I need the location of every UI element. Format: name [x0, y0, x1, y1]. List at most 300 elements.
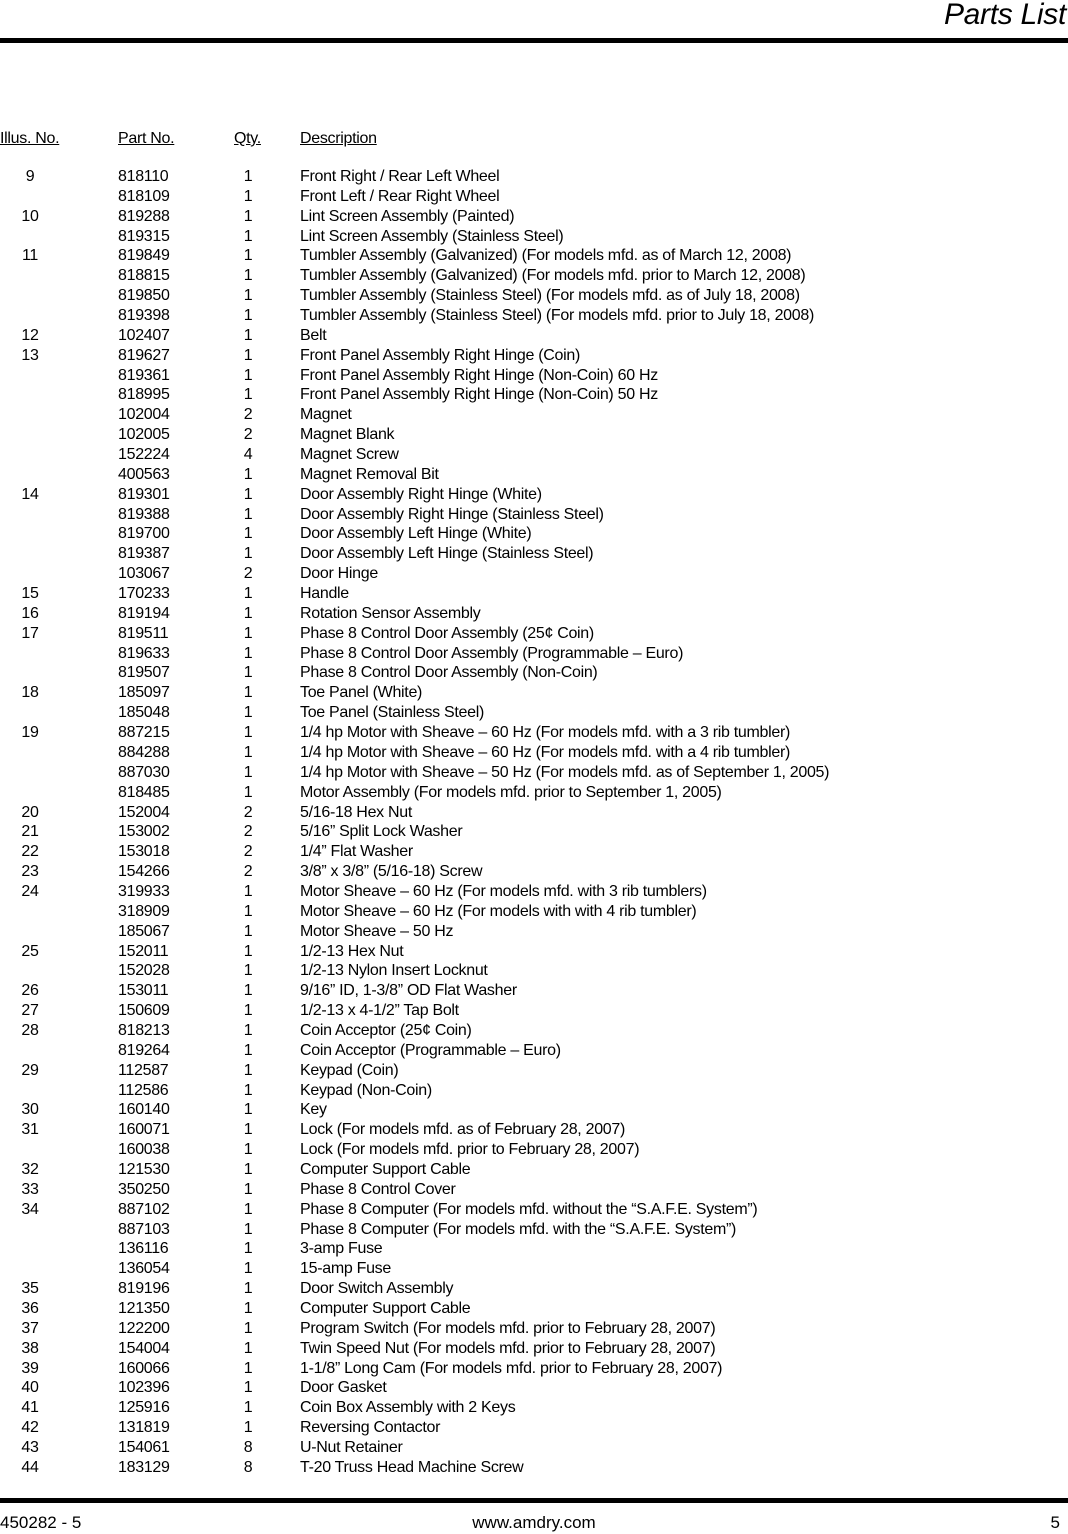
parts-row: [0, 385, 1068, 405]
quantity: 1: [243, 1041, 253, 1059]
quantity: 1: [243, 783, 253, 801]
illus-number: 33: [21, 1180, 39, 1198]
quantity: 1: [243, 1399, 253, 1417]
quantity: 8: [243, 1439, 253, 1456]
website-url: www.amdry.com: [472, 1513, 596, 1532]
parts-row: [0, 1398, 1068, 1418]
illus-number: 13: [21, 346, 39, 364]
quantity: 1: [243, 1160, 253, 1178]
quantity: 1: [243, 922, 253, 940]
part-number: 819633: [118, 644, 170, 662]
parts-row: [0, 564, 1068, 584]
description: Motor Sheave – 50 Hz: [300, 922, 454, 940]
description: Magnet Screw: [300, 446, 399, 464]
part-number: 819387: [118, 545, 170, 563]
part-number: 819511: [118, 624, 169, 642]
quantity: 1: [243, 1061, 253, 1079]
part-number: 152028: [118, 962, 170, 980]
description: Magnet: [300, 406, 352, 424]
parts-row: [0, 207, 1068, 227]
parts-row: [0, 187, 1068, 207]
part-number: 160038: [118, 1141, 170, 1159]
description: Door Hinge: [300, 565, 378, 583]
parts-row: [0, 584, 1068, 604]
description: 9/16” ID, 1-3/8” OD Flat Washer: [300, 982, 517, 1000]
part-number: 103067: [118, 565, 170, 583]
description: 1/4” Flat Washer: [300, 843, 413, 861]
illus-number: 19: [21, 724, 39, 742]
quantity: 1: [243, 942, 253, 960]
description: 1/4 hp Motor with Sheave – 50 Hz (For models mfd. as of September 1, 2005): [300, 763, 830, 781]
part-number: 819196: [118, 1280, 170, 1298]
part-number: 150609: [118, 1002, 170, 1020]
quantity: 1: [243, 763, 253, 781]
quantity: 1: [243, 1240, 253, 1258]
description: Magnet Blank: [300, 426, 395, 444]
parts-row: [0, 961, 1068, 981]
quantity: 1: [243, 664, 253, 682]
description: Front Left / Rear Right Wheel: [300, 187, 500, 205]
description: Lint Screen Assembly (Stainless Steel): [300, 227, 564, 245]
part-number: 818110: [118, 168, 169, 185]
parts-row: [0, 1378, 1068, 1398]
parts-row: [0, 1041, 1068, 1061]
quantity: 1: [243, 1101, 253, 1119]
part-number: 819849: [118, 247, 170, 265]
parts-row: [0, 465, 1068, 485]
illus-number: 16: [21, 604, 39, 622]
description: Handle: [300, 585, 349, 603]
quantity: 1: [243, 1141, 253, 1159]
description: Magnet Removal Bit: [300, 465, 439, 483]
quantity: 1: [243, 366, 253, 384]
quantity: 1: [243, 267, 253, 285]
illus-number: 37: [21, 1319, 39, 1337]
part-number: 153018: [118, 843, 170, 861]
parts-row: [0, 743, 1068, 763]
description: 1/2-13 Hex Nut: [300, 942, 404, 960]
description: Phase 8 Control Door Assembly (Non-Coin): [300, 664, 598, 682]
quantity: 1: [243, 1002, 253, 1020]
part-number: 121530: [118, 1160, 170, 1178]
quantity: 1: [243, 684, 253, 702]
part-number: 819361: [118, 366, 170, 384]
parts-row: [0, 306, 1068, 326]
parts-row: [0, 1021, 1068, 1041]
description: Coin Box Assembly with 2 Keys: [300, 1399, 516, 1417]
quantity: 1: [243, 1359, 253, 1377]
document-number: 450282 - 5: [0, 1513, 82, 1532]
quantity: 2: [243, 823, 253, 841]
part-number: 125916: [118, 1399, 170, 1417]
illus-number: 22: [21, 843, 39, 861]
description: Phase 8 Control Cover: [300, 1180, 456, 1198]
quantity: 1: [243, 465, 253, 483]
parts-row: [0, 981, 1068, 1001]
quantity: 2: [243, 863, 253, 881]
quantity: 1: [243, 326, 253, 344]
illus-number: 43: [21, 1439, 39, 1456]
quantity: 8: [243, 1458, 253, 1476]
illus-number: 18: [21, 684, 39, 702]
parts-row: [0, 485, 1068, 505]
part-number: 887102: [118, 1200, 170, 1218]
quantity: 1: [243, 307, 253, 325]
parts-row: [0, 246, 1068, 266]
parts-row: [0, 524, 1068, 544]
parts-row: [0, 425, 1068, 445]
description: Key: [300, 1101, 327, 1119]
parts-row: [0, 445, 1068, 465]
part-number: 819288: [118, 207, 170, 225]
quantity: 1: [243, 982, 253, 1000]
parts-row: [0, 366, 1068, 386]
part-number: 170233: [118, 585, 170, 603]
description: Computer Support Cable: [300, 1160, 471, 1178]
description: Motor Sheave – 60 Hz (For models mfd. with 3 rib tumblers): [300, 882, 707, 900]
quantity: 1: [243, 505, 253, 523]
description: Toe Panel (White): [300, 684, 423, 702]
quantity: 1: [243, 1021, 253, 1039]
quantity: 1: [243, 1260, 253, 1278]
description: Tumbler Assembly (Stainless Steel) (For models mfd. as of July 18, 2008): [300, 287, 800, 305]
illus-number: 14: [21, 485, 39, 503]
part-number: 121350: [118, 1299, 170, 1317]
parts-row: [0, 862, 1068, 882]
part-number: 318909: [118, 902, 170, 920]
parts-row: [0, 1239, 1068, 1259]
illus-number: 35: [21, 1280, 39, 1298]
parts-row: [0, 822, 1068, 842]
column-header-description: Description: [300, 130, 377, 147]
part-number: 819850: [118, 287, 170, 305]
description: Computer Support Cable: [300, 1299, 471, 1317]
description: 1/2-13 x 4-1/2” Tap Bolt: [300, 1002, 459, 1020]
part-number: 185067: [118, 922, 170, 940]
description: Belt: [300, 326, 327, 344]
illus-number: 41: [21, 1399, 39, 1417]
parts-row: [0, 683, 1068, 703]
quantity: 1: [243, 962, 253, 980]
column-header-qty: Qty.: [234, 130, 261, 147]
description: Twin Speed Nut (For models mfd. prior to February 28, 2007): [300, 1339, 716, 1357]
parts-row: [0, 1061, 1068, 1081]
parts-row: [0, 544, 1068, 564]
description: Phase 8 Computer (For models mfd. with the “S.A.F.E. System”): [300, 1220, 737, 1238]
illus-number: 38: [21, 1339, 39, 1357]
parts-row: [0, 1319, 1068, 1339]
parts-row: [0, 1359, 1068, 1379]
quantity: 1: [243, 247, 253, 265]
description: Door Assembly Left Hinge (White): [300, 525, 532, 543]
description: Lock (For models mfd. prior to February 28, 2007): [300, 1141, 640, 1159]
part-number: 818109: [118, 187, 170, 205]
quantity: 1: [243, 168, 253, 185]
part-number: 160140: [118, 1101, 170, 1119]
quantity: 1: [243, 585, 253, 603]
part-number: 819627: [118, 346, 170, 364]
part-number: 152004: [118, 803, 170, 821]
quantity: 1: [243, 1280, 253, 1298]
description: 1/2-13 Nylon Insert Locknut: [300, 962, 488, 980]
parts-row: [0, 1100, 1068, 1120]
illus-number: 24: [21, 882, 39, 900]
quantity: 1: [243, 1419, 253, 1437]
part-number: 819388: [118, 505, 170, 523]
parts-row: [0, 1001, 1068, 1021]
illus-number: 39: [21, 1359, 39, 1377]
column-header-illus-no: Illus. No.: [0, 130, 60, 147]
part-number: 819264: [118, 1041, 170, 1059]
illus-number: 10: [21, 207, 39, 225]
description: Motor Assembly (For models mfd. prior to September 1, 2005): [300, 783, 722, 801]
parts-row: [0, 1299, 1068, 1319]
description: Rotation Sensor Assembly: [300, 604, 481, 622]
parts-row: [0, 644, 1068, 664]
description: Front Panel Assembly Right Hinge (Coin): [300, 346, 580, 364]
part-number: 183129: [118, 1458, 170, 1476]
part-number: 818213: [118, 1021, 170, 1039]
parts-row: [0, 1279, 1068, 1299]
parts-row: [0, 1339, 1068, 1359]
quantity: 1: [243, 1319, 253, 1337]
illus-number: 15: [21, 585, 39, 603]
quantity: 1: [243, 743, 253, 761]
description: Door Gasket: [300, 1379, 387, 1397]
parts-row: [0, 624, 1068, 644]
parts-row: [0, 1160, 1068, 1180]
part-number: 136116: [118, 1240, 169, 1258]
description: 3/8” x 3/8” (5/16-18) Screw: [300, 863, 483, 881]
quantity: 1: [243, 644, 253, 662]
parts-row: [0, 1458, 1068, 1478]
description: Door Switch Assembly: [300, 1280, 454, 1298]
parts-row: [0, 922, 1068, 942]
description: Program Switch (For models mfd. prior to February 28, 2007): [300, 1319, 716, 1337]
part-number: 185048: [118, 704, 170, 722]
description: Keypad (Coin): [300, 1061, 399, 1079]
description: Lock (For models mfd. as of February 28, 2007): [300, 1121, 626, 1139]
part-number: 319933: [118, 882, 170, 900]
part-number: 185097: [118, 684, 170, 702]
illus-number: 25: [21, 942, 39, 960]
parts-row: [0, 842, 1068, 862]
quantity: 1: [243, 1299, 253, 1317]
quantity: 1: [243, 1379, 253, 1397]
parts-row: [0, 1140, 1068, 1160]
description: Front Panel Assembly Right Hinge (Non-Coin) 60 Hz: [300, 366, 658, 384]
quantity: 2: [243, 426, 253, 444]
description: Tumbler Assembly (Galvanized) (For models mfd. as of March 12, 2008): [300, 247, 792, 265]
parts-row: [0, 346, 1068, 366]
part-number: 102004: [118, 406, 170, 424]
part-number: 154061: [118, 1439, 170, 1456]
parts-row: [0, 505, 1068, 525]
illus-number: 42: [21, 1419, 39, 1437]
part-number: 102005: [118, 426, 170, 444]
parts-row: [0, 1200, 1068, 1220]
quantity: 2: [243, 406, 253, 424]
parts-row: [0, 803, 1068, 823]
quantity: 1: [243, 1220, 253, 1238]
part-number: 818815: [118, 267, 170, 285]
description: 1-1/8” Long Cam (For models mfd. prior to February 28, 2007): [300, 1359, 723, 1377]
illus-number: 28: [21, 1021, 39, 1039]
illus-number: 31: [21, 1121, 39, 1139]
description: 3-amp Fuse: [300, 1240, 383, 1258]
parts-row: [0, 882, 1068, 902]
part-number: 102407: [118, 326, 170, 344]
illus-number: 11: [21, 247, 38, 265]
parts-row: [0, 783, 1068, 803]
description: Coin Acceptor (25¢ Coin): [300, 1021, 472, 1039]
parts-row: [0, 663, 1068, 683]
description: Keypad (Non-Coin): [300, 1081, 432, 1099]
part-number: 819301: [118, 485, 170, 503]
description: Tumbler Assembly (Galvanized) (For models mfd. prior to March 12, 2008): [300, 267, 806, 285]
page-number: 5: [1050, 1513, 1060, 1532]
description: 1/4 hp Motor with Sheave – 60 Hz (For models mfd. with a 3 rib tumbler): [300, 724, 791, 742]
quantity: 2: [243, 803, 253, 821]
part-number: 154004: [118, 1339, 170, 1357]
column-header-part-no: Part No.: [118, 130, 175, 147]
quantity: 1: [243, 207, 253, 225]
parts-row: [0, 266, 1068, 286]
part-number: 887215: [118, 724, 170, 742]
quantity: 1: [243, 1081, 253, 1099]
parts-row: [0, 942, 1068, 962]
description: T-20 Truss Head Machine Screw: [300, 1458, 524, 1476]
quantity: 1: [243, 1339, 253, 1357]
part-number: 818485: [118, 783, 170, 801]
part-number: 153002: [118, 823, 170, 841]
parts-row: [0, 167, 1068, 187]
quantity: 1: [243, 187, 253, 205]
quantity: 1: [243, 1200, 253, 1218]
illus-number: 21: [21, 823, 39, 841]
parts-row: [0, 286, 1068, 306]
description: Front Right / Rear Left Wheel: [300, 168, 500, 185]
illus-number: 23: [21, 863, 39, 881]
description: Coin Acceptor (Programmable – Euro): [300, 1041, 561, 1059]
description: Phase 8 Control Door Assembly (Programmable – Euro): [300, 644, 684, 662]
description: Phase 8 Computer (For models mfd. without the “S.A.F.E. System”): [300, 1200, 758, 1218]
part-number: 819315: [118, 227, 170, 245]
part-number: 819700: [118, 525, 170, 543]
part-number: 112586: [118, 1081, 169, 1099]
part-number: 884288: [118, 743, 170, 761]
description: Reversing Contactor: [300, 1419, 441, 1437]
quantity: 4: [243, 446, 253, 464]
part-number: 819507: [118, 664, 170, 682]
quantity: 1: [243, 902, 253, 920]
description: Toe Panel (Stainless Steel): [300, 704, 485, 722]
illus-number: 44: [21, 1458, 39, 1476]
bottom-divider: [0, 1498, 1068, 1503]
quantity: 1: [243, 346, 253, 364]
quantity: 1: [243, 525, 253, 543]
part-number: 152224: [118, 446, 170, 464]
part-number: 122200: [118, 1319, 170, 1337]
parts-list: [0, 167, 1068, 1478]
part-number: 350250: [118, 1180, 170, 1198]
parts-row: [0, 1259, 1068, 1279]
quantity: 1: [243, 386, 253, 404]
quantity: 1: [243, 724, 253, 742]
description: 15-amp Fuse: [300, 1260, 391, 1278]
description: Motor Sheave – 60 Hz (For models with with 4 rib tumbler): [300, 902, 697, 920]
parts-row: [0, 604, 1068, 624]
parts-row: [0, 405, 1068, 425]
quantity: 1: [243, 287, 253, 305]
description: 5/16-18 Hex Nut: [300, 803, 413, 821]
description: 5/16” Split Lock Washer: [300, 823, 463, 841]
page-title: Parts List: [943, 0, 1066, 31]
illus-number: 12: [21, 326, 39, 344]
description: Door Assembly Right Hinge (White): [300, 485, 542, 503]
part-number: 136054: [118, 1260, 170, 1278]
description: Lint Screen Assembly (Painted): [300, 207, 515, 225]
illus-number: 40: [21, 1379, 39, 1397]
description: Phase 8 Control Door Assembly (25¢ Coin): [300, 624, 594, 642]
part-number: 152011: [118, 942, 169, 960]
quantity: 1: [243, 1121, 253, 1139]
part-number: 153011: [118, 982, 169, 1000]
quantity: 1: [243, 882, 253, 900]
part-number: 400563: [118, 465, 170, 483]
parts-row: [0, 1081, 1068, 1101]
part-number: 160066: [118, 1359, 170, 1377]
quantity: 1: [243, 624, 253, 642]
description: Front Panel Assembly Right Hinge (Non-Coin) 50 Hz: [300, 386, 658, 404]
description: 1/4 hp Motor with Sheave – 60 Hz (For models mfd. with a 4 rib tumbler): [300, 743, 791, 761]
illus-number: 20: [21, 803, 39, 821]
part-number: 887103: [118, 1220, 170, 1238]
quantity: 1: [243, 704, 253, 722]
parts-row: [0, 1418, 1068, 1438]
parts-row: [0, 703, 1068, 723]
quantity: 1: [243, 227, 253, 245]
parts-row: [0, 326, 1068, 346]
parts-row: [0, 1180, 1068, 1200]
part-number: 819194: [118, 604, 170, 622]
quantity: 1: [243, 485, 253, 503]
quantity: 2: [243, 843, 253, 861]
part-number: 819398: [118, 307, 170, 325]
quantity: 1: [243, 545, 253, 563]
description: Tumbler Assembly (Stainless Steel) (For models mfd. prior to July 18, 2008): [300, 307, 814, 325]
description: U-Nut Retainer: [300, 1439, 403, 1456]
part-number: 160071: [118, 1121, 170, 1139]
illus-number: 30: [21, 1101, 39, 1119]
illus-number: 26: [21, 982, 39, 1000]
part-number: 112587: [118, 1061, 169, 1079]
part-number: 818995: [118, 386, 170, 404]
illus-number: 29: [21, 1061, 39, 1079]
parts-row: [0, 1220, 1068, 1240]
part-number: 887030: [118, 763, 170, 781]
part-number: 131819: [118, 1419, 170, 1437]
part-number: 154266: [118, 863, 170, 881]
description: Door Assembly Left Hinge (Stainless Steel): [300, 545, 594, 563]
parts-row: [0, 227, 1068, 247]
parts-row: [0, 1438, 1068, 1458]
illus-number: 36: [21, 1299, 39, 1317]
part-number: 102396: [118, 1379, 170, 1397]
quantity: 1: [243, 604, 253, 622]
top-divider: [0, 38, 1068, 43]
parts-row: [0, 723, 1068, 743]
